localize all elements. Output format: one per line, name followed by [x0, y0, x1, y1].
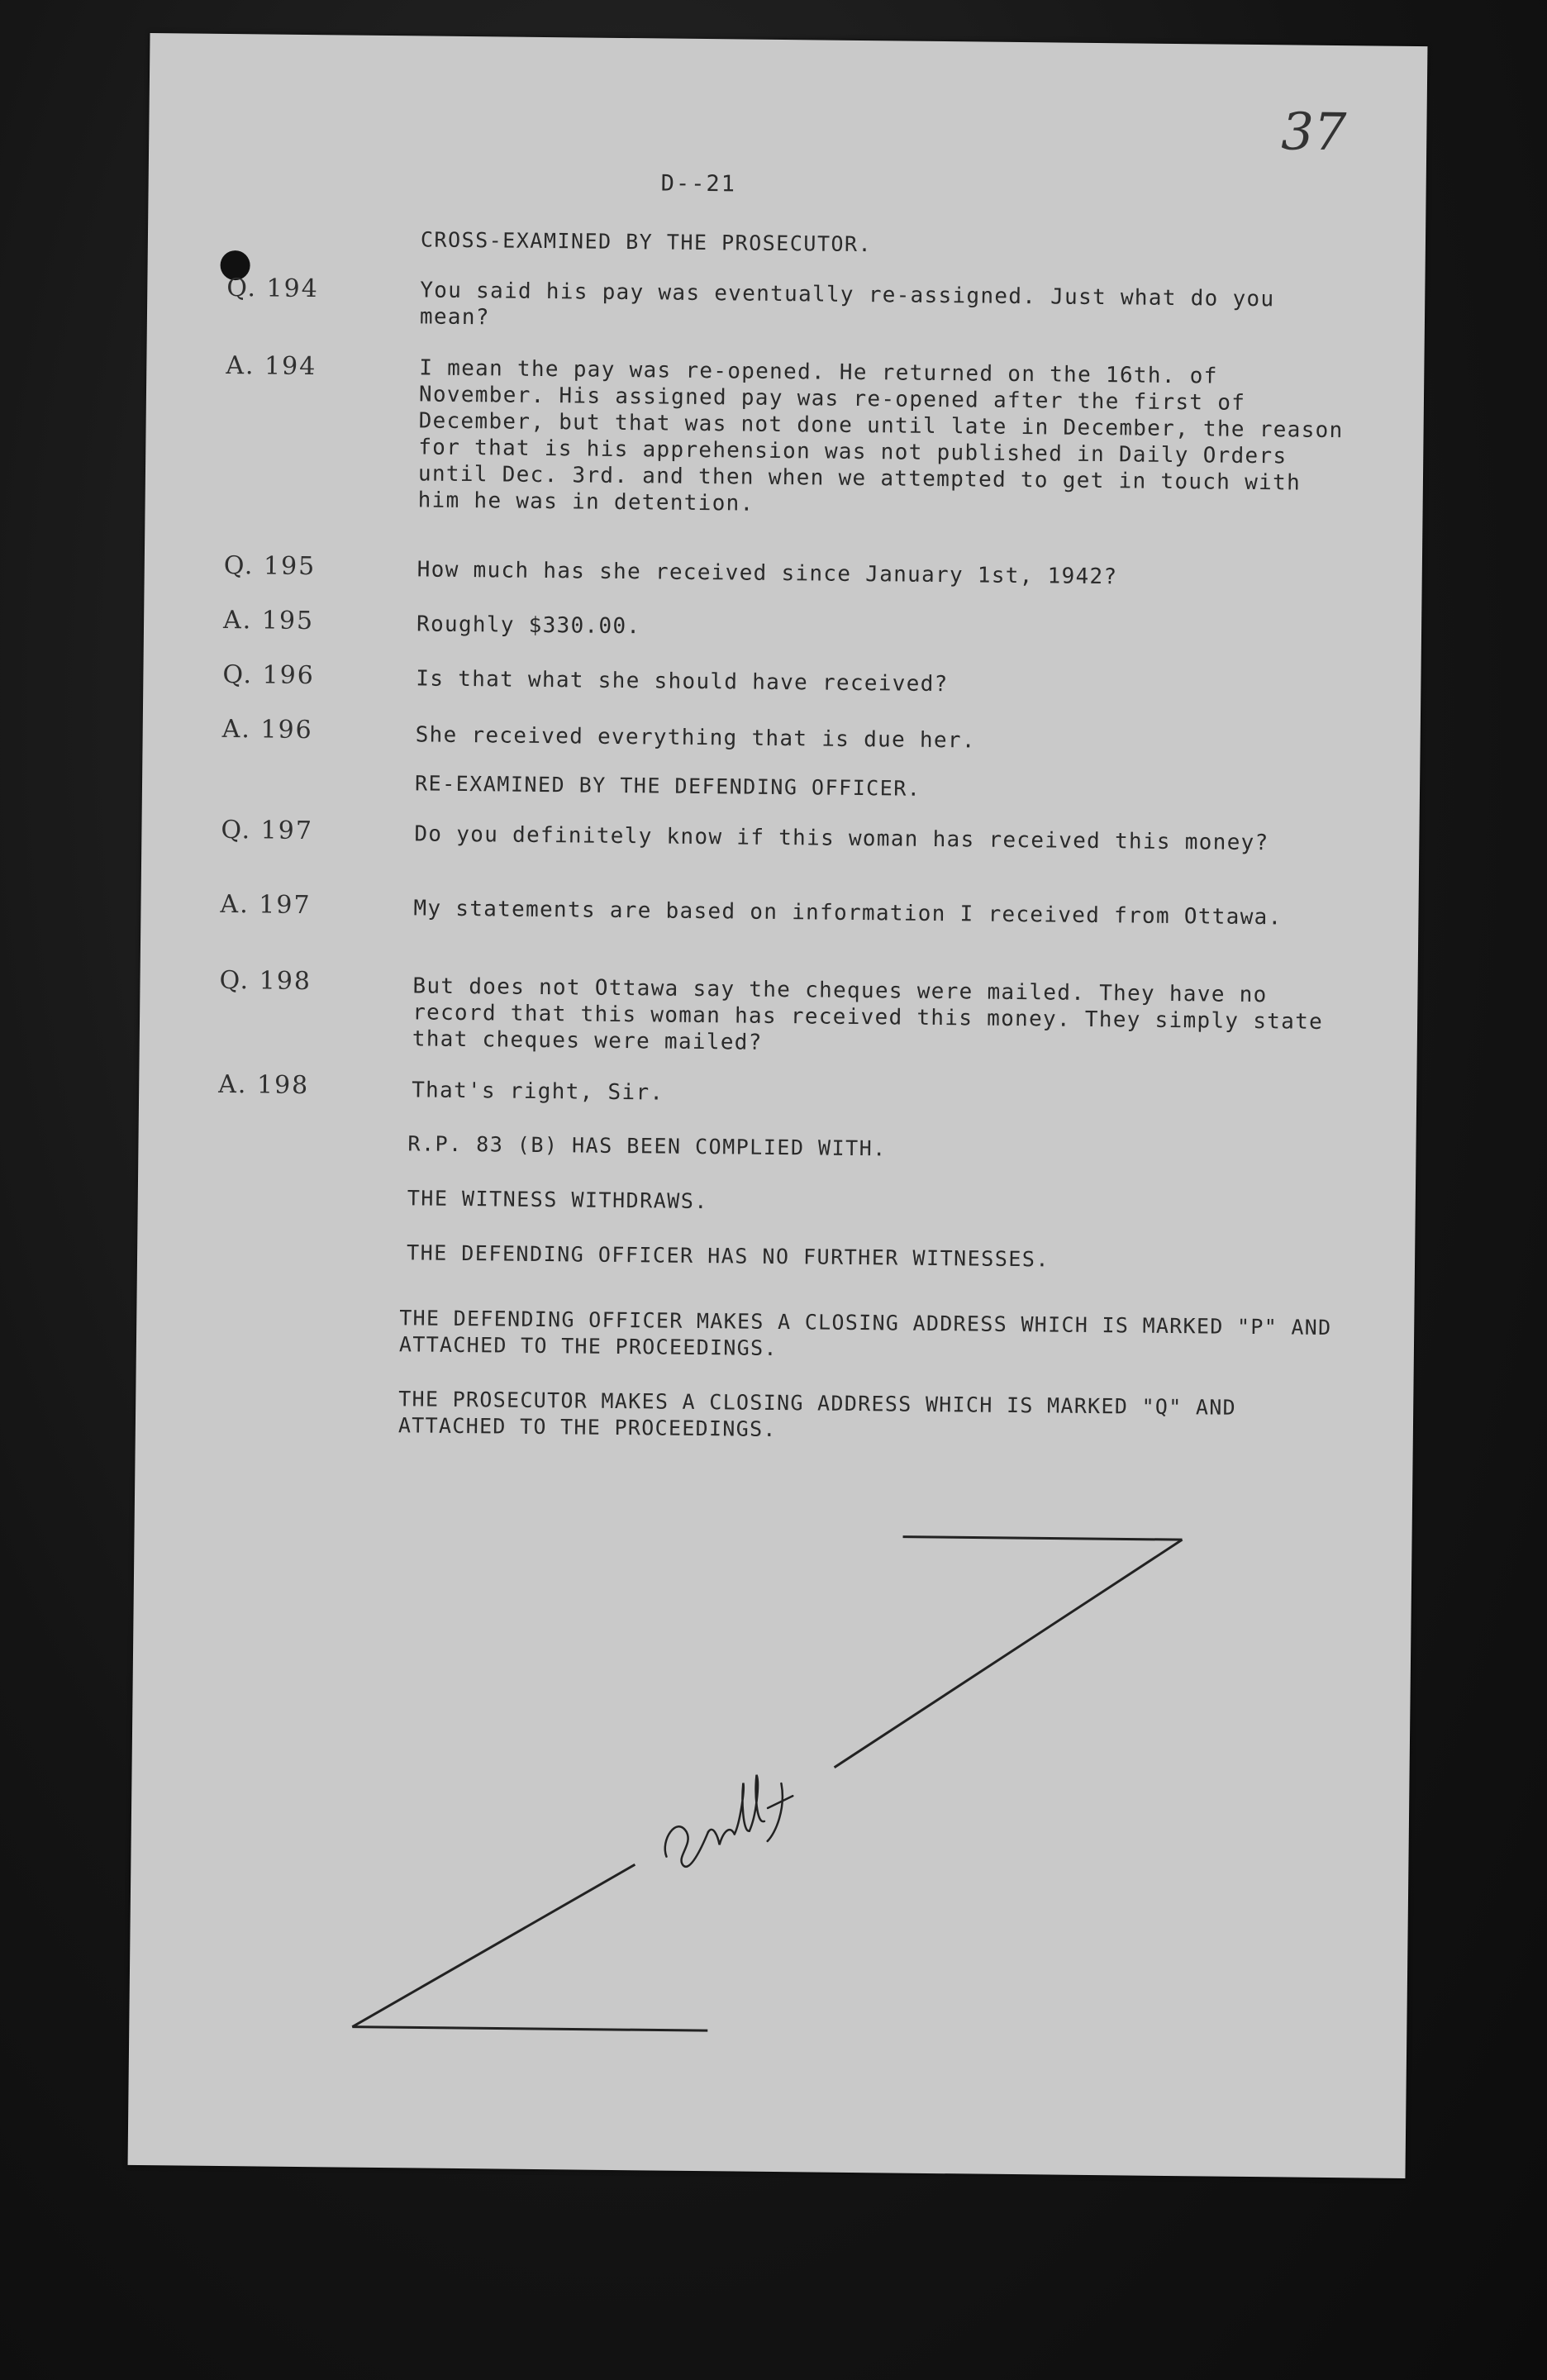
qa-label: A. 196 — [221, 714, 313, 745]
qa-label: Q. 194 — [226, 273, 319, 304]
document-page — [128, 33, 1428, 2178]
qa-text: I mean the pay was re-opened. He returned on the 16th. of November. His assigned pay was re-opened after the first of December, but that was not done until late in December, the reason for that is his apprehension was not published in Daily Orders until Dec. 3rd. and then when we attempted to get in touch with him he was in detention. — [417, 355, 1344, 516]
cancel-line-diagonal-upper — [835, 1536, 1183, 1771]
qa-text: Do you definitely know if this woman has received this money? — [414, 821, 1269, 856]
handwritten-signature — [665, 1774, 793, 1868]
document-reference: D--21 — [660, 170, 737, 198]
no-further-witnesses-statement: THE DEFENDING OFFICER HAS NO FURTHER WITNESSES. — [406, 1240, 1050, 1272]
page-number: 37 — [1280, 101, 1347, 163]
qa-label: Q. 198 — [219, 965, 312, 997]
qa-text: She received everything that is due her. — [415, 722, 976, 754]
qa-label: A. 195 — [222, 605, 315, 636]
qa-text: But does not Ottawa say the cheques were mailed. They have no record that this woman has received this money. They simply state that cheques were mailed? — [412, 973, 1324, 1055]
qa-text: My statements are based on information I received from Ottawa. — [413, 896, 1283, 931]
cancel-line-diagonal-lower — [352, 1862, 635, 2030]
re-examination-heading: RE-EXAMINED BY THE DEFENDING OFFICER. — [414, 771, 921, 801]
qa-label: A. 198 — [218, 1069, 310, 1101]
cancellation-lines — [128, 33, 1428, 2178]
qa-label: A. 194 — [226, 350, 317, 382]
qa-text: How much has she received since January 1st, 1942? — [416, 557, 1118, 590]
qa-text: Is that what she should have received? — [416, 666, 949, 697]
witness-withdraws-statement: THE WITNESS WITHDRAWS. — [407, 1186, 709, 1214]
qa-text: You said his pay was eventually re-assigned. Just what do you mean? — [419, 278, 1275, 331]
rp-compliance-statement: R.P. 83 (B) HAS BEEN COMPLIED WITH. — [407, 1131, 887, 1161]
cross-examination-heading: CROSS-EXAMINED BY THE PROSECUTOR. — [420, 227, 873, 257]
prosecutor-closing-statement: THE PROSECUTOR MAKES A CLOSING ADDRESS WHICH IS MARKED "Q" AND ATTACHED TO THE PROCEEDINGS. — [397, 1387, 1237, 1442]
cancel-line-bottom — [352, 2027, 707, 2031]
qa-label: A. 197 — [220, 889, 312, 921]
cancel-line-top — [903, 1537, 1183, 1540]
defence-closing-statement: THE DEFENDING OFFICER MAKES A CLOSING ADDRESS WHICH IS MARKED "P" AND ATTACHED TO THE PROCEEDINGS. — [398, 1306, 1332, 1361]
qa-text: Roughly $330.00. — [416, 612, 641, 640]
qa-label: Q. 197 — [221, 815, 314, 846]
qa-label: Q. 195 — [223, 550, 317, 582]
qa-text: That's right, Sir. — [412, 1078, 664, 1106]
qa-label: Q. 196 — [222, 659, 316, 691]
